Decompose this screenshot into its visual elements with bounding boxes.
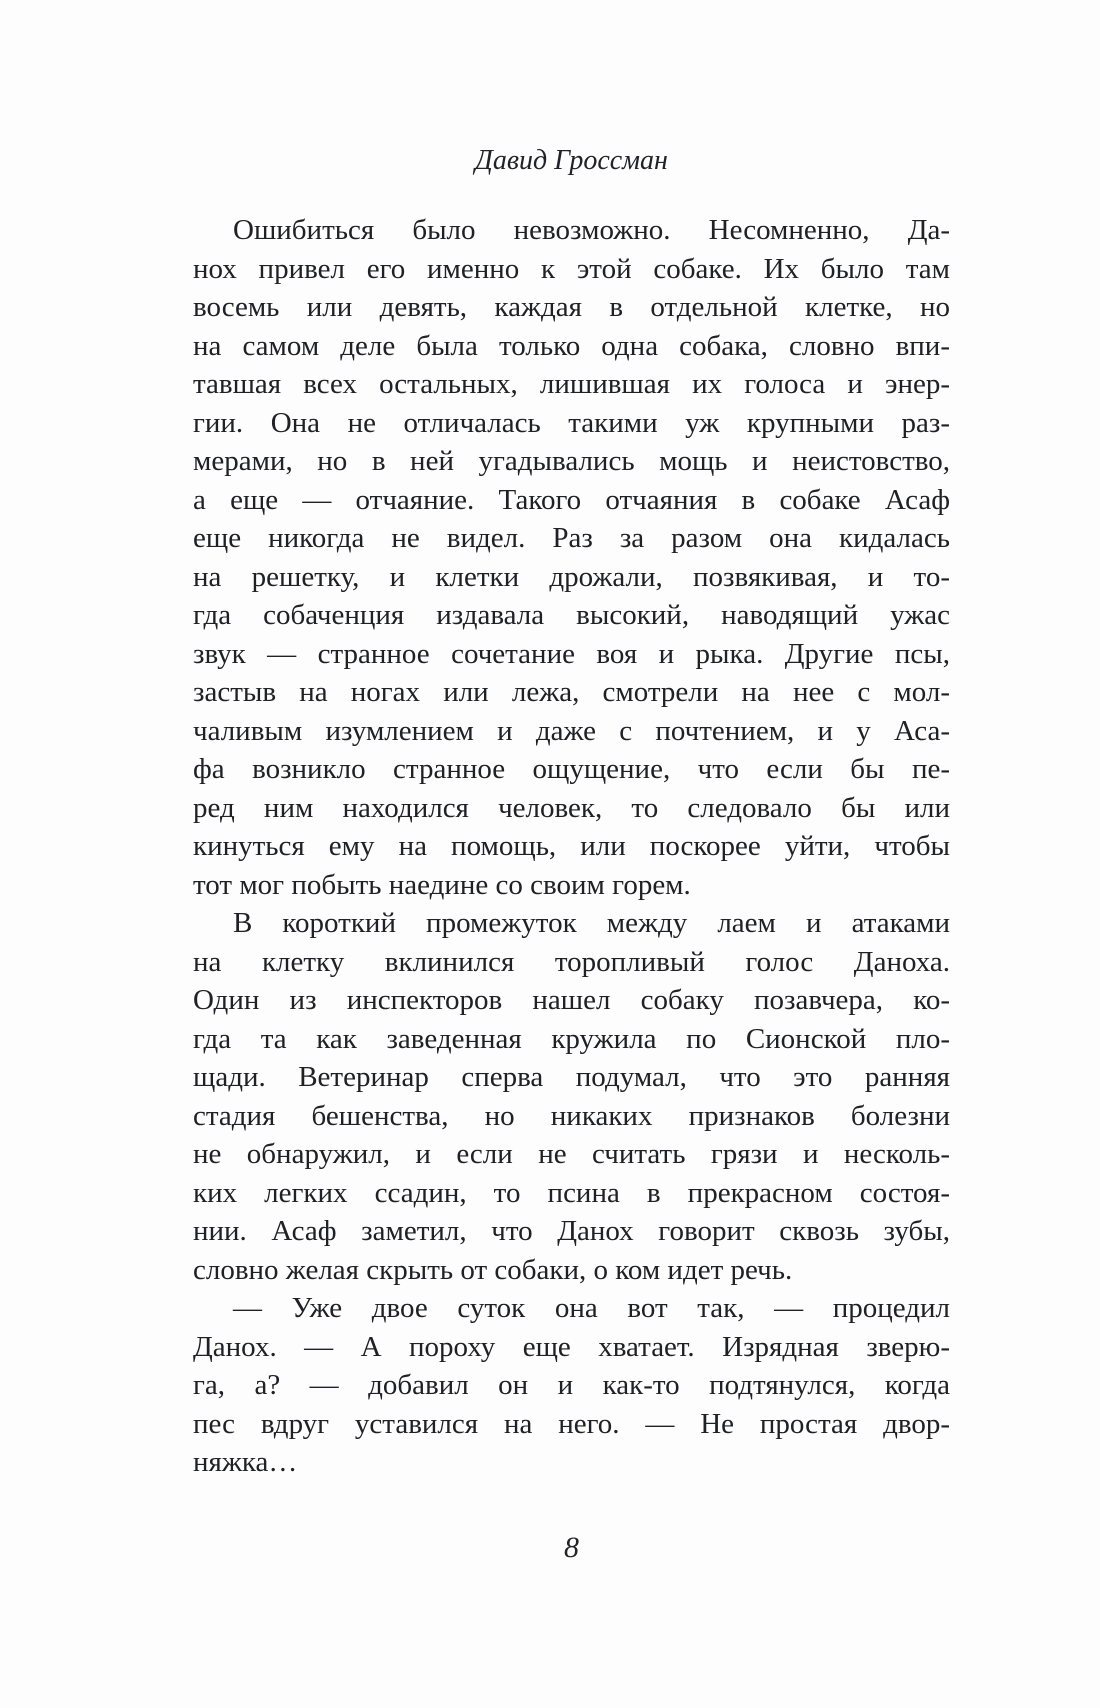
page-number: 8 [564, 1531, 579, 1564]
text-line: чаливым изумлением и даже с почтением, и у Аса- [193, 714, 950, 747]
text-line: Ошибиться было невозможно. Несомненно, Да- [233, 214, 950, 246]
text-line: стадия бешенства, но никаких признаков болезни [193, 1099, 950, 1132]
text-line: застыв на ногах или лежа, смотрели на нее с мол- [193, 676, 950, 708]
text-line: кинуться ему на помощь, или поскорее уйти, чтобы [193, 830, 950, 862]
text-line: няжка… [193, 1446, 298, 1478]
text-line: В короткий промежуток между лаем и атаками [233, 907, 950, 939]
text-line: на клетку вклинился торопливый голос Даноха. [193, 945, 950, 978]
text-line: — Уже двое суток она вот так, — процедил [233, 1292, 950, 1324]
text-line: гда собаченция издавала высокий, наводящий ужас [193, 599, 950, 631]
running-header: Давид Гроссман [475, 145, 668, 176]
text-line: гда та как заведенная кружила по Сионской пло- [193, 1022, 950, 1055]
text-line: словно желая скрыть от собаки, о ком идет речь. [193, 1253, 793, 1286]
text-line: нии. Асаф заметил, что Данох говорит сквозь зубы, [193, 1215, 950, 1247]
text-line: восемь или девять, каждая в отдельной клетке, но [193, 291, 950, 323]
text-line: щади. Ветеринар сперва подумал, что это ранняя [193, 1061, 950, 1093]
text-line: на решетку, и клетки дрожали, позвякивая, и то- [193, 560, 950, 593]
text-line: звук — странное сочетание воя и рыка. Другие псы, [193, 637, 950, 670]
text-line: нох привел его именно к этой собаке. Их было там [193, 252, 950, 285]
text-line: Один из инспекторов нашел собаку позавчера, ко- [193, 984, 950, 1016]
text-line: не обнаружил, и если не считать грязи и несколь- [193, 1138, 950, 1170]
text-line: ких легких ссадин, то псина в прекрасном состоя- [193, 1176, 950, 1209]
text-line: тавшая всех остальных, лишившая их голоса и энер- [193, 368, 950, 400]
text-line: еще никогда не видел. Раз за разом она кидалась [193, 522, 950, 554]
text-line: тот мог побыть наедине со своим горем. [193, 868, 691, 901]
text-line: пес вдруг уставился на него. — Не простая двор- [193, 1407, 950, 1440]
text-line: гии. Она не отличалась такими уж крупными раз- [193, 406, 950, 439]
text-line: га, а? — добавил он и как-то подтянулся, когда [193, 1369, 950, 1401]
text-line: а еще — отчаяние. Такого отчаяния в собаке Асаф [193, 483, 950, 516]
text-line: ред ним находился человек, то следовало бы или [193, 791, 950, 824]
text-line: Данох. — А пороху еще хватает. Изрядная зверю- [193, 1330, 950, 1363]
body-text [193, 211, 950, 1482]
text-line: фа возникло странное ощущение, что если бы пе- [193, 753, 950, 785]
text-line: на самом деле была только одна собака, словно впи- [193, 329, 950, 362]
text-line: мерами, но в ней угадывались мощь и неистовство, [193, 445, 950, 477]
